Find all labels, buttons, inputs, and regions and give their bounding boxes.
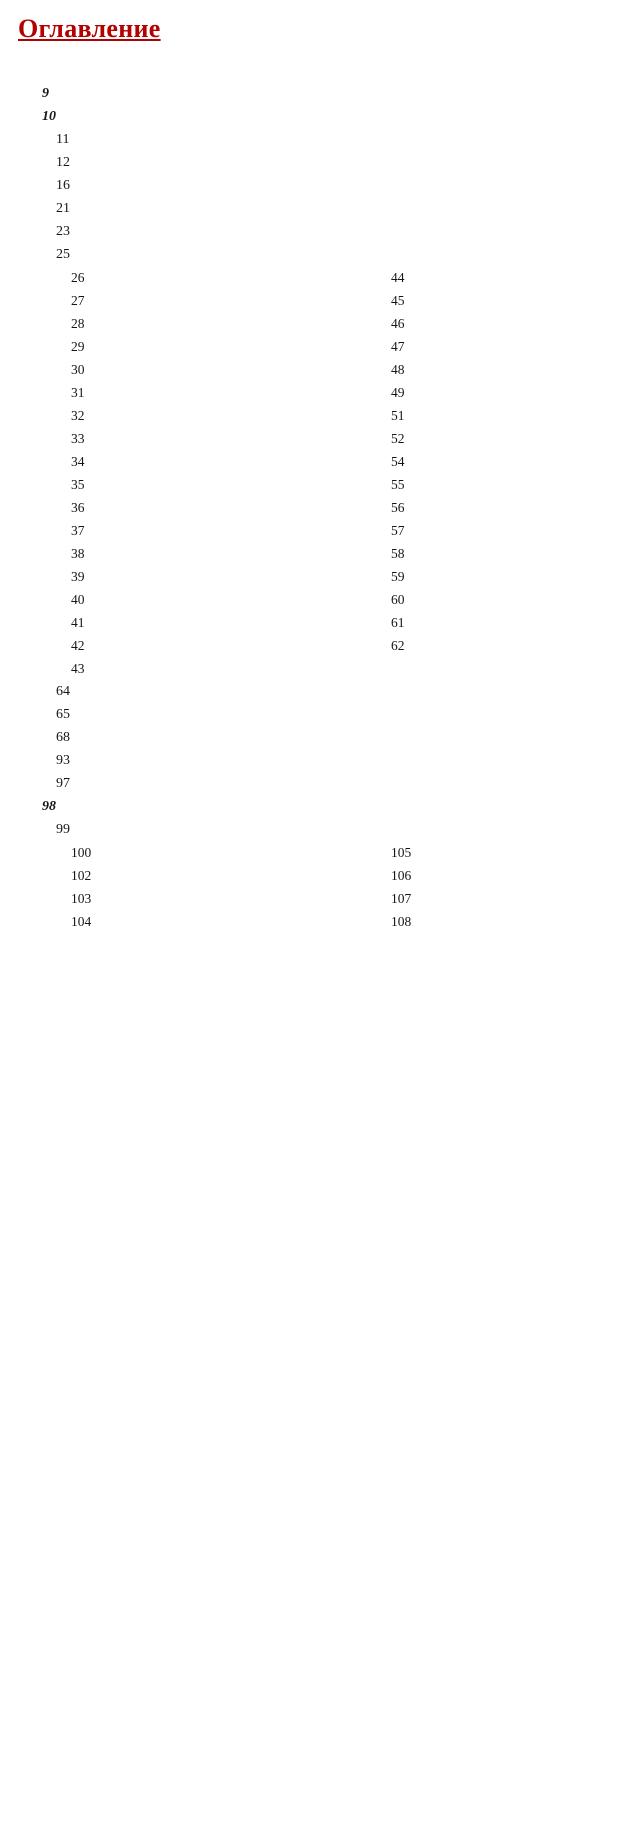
toc-entry[interactable] [367, 391, 613, 423]
toc-entry[interactable] [367, 368, 613, 400]
toc-entry[interactable] [367, 322, 613, 354]
toc-entry[interactable] [47, 851, 293, 883]
toc-entry[interactable] [367, 621, 613, 653]
toc-entry[interactable] [47, 276, 293, 308]
toc-entry-page-number: 51 [391, 408, 405, 423]
toc-entry[interactable] [47, 529, 293, 561]
toc-entry[interactable] [367, 414, 613, 446]
toc-entry-page-number: 57 [391, 523, 405, 538]
toc-entry-page-number: 59 [391, 569, 405, 584]
toc-entry-page-number: 56 [391, 500, 405, 515]
toc-column [47, 828, 293, 929]
toc-entry-page-number: 106 [391, 868, 412, 883]
toc-entry-page-number: 36 [71, 500, 85, 515]
toc-entry[interactable] [18, 713, 614, 745]
toc-entry-page-number: 58 [391, 546, 405, 561]
toc-entry[interactable] [367, 253, 613, 285]
toc-entry-page-number: 64 [56, 684, 70, 699]
toc-entry[interactable] [47, 322, 293, 354]
toc-entry-page-number: 31 [71, 385, 85, 400]
toc-entry[interactable] [18, 230, 614, 262]
toc-column [47, 253, 293, 676]
toc-entry-page-number: 98 [42, 799, 56, 814]
toc-entry-page-number: 26 [71, 270, 85, 285]
toc-entry[interactable] [18, 115, 614, 147]
toc-entry[interactable] [367, 345, 613, 377]
toc-entry-page-number: 102 [71, 868, 92, 883]
toc-entry[interactable] [367, 828, 613, 860]
toc-entry[interactable] [47, 644, 293, 676]
toc-entry-page-number: 9 [42, 86, 49, 101]
toc-entry[interactable] [18, 667, 614, 699]
toc-entry-page-number: 103 [71, 891, 92, 906]
page-title: Оглавление [18, 14, 161, 43]
toc-entry-page-number: 40 [71, 592, 85, 607]
toc-entry-page-number: 44 [391, 270, 405, 285]
toc-entry[interactable] [18, 207, 614, 239]
toc-entry-page-number: 27 [71, 293, 85, 308]
toc-entry[interactable] [367, 460, 613, 492]
toc-entry[interactable] [47, 391, 293, 423]
toc-entry-page-number: 105 [391, 845, 412, 860]
toc-entry[interactable] [18, 184, 614, 216]
toc-entry[interactable] [18, 782, 614, 814]
toc-entry[interactable] [367, 299, 613, 331]
toc-entry[interactable] [18, 759, 614, 791]
toc-entry[interactable] [367, 506, 613, 538]
toc-column [367, 828, 613, 929]
toc-entry[interactable] [367, 897, 613, 929]
toc-entry[interactable] [47, 575, 293, 607]
toc-entry-page-number: 46 [391, 316, 405, 331]
toc-entry[interactable] [18, 138, 614, 170]
toc-entry[interactable] [47, 552, 293, 584]
toc-entry[interactable] [47, 874, 293, 906]
toc-entry-page-number: 45 [391, 293, 405, 308]
toc-entry-page-number: 54 [391, 454, 405, 469]
toc-entry-page-number: 55 [391, 477, 405, 492]
toc-entry-page-number: 10 [42, 109, 56, 124]
toc-entry[interactable] [367, 575, 613, 607]
toc-entry-page-number: 49 [391, 385, 405, 400]
toc-entry[interactable] [367, 276, 613, 308]
toc-entry[interactable] [47, 828, 293, 860]
toc-entry-page-number: 60 [391, 592, 405, 607]
toc-entry-page-number: 16 [56, 178, 70, 193]
toc-entry-page-number: 43 [71, 661, 85, 676]
toc-entry-page-number: 104 [71, 914, 92, 929]
toc-entry-page-number: 61 [391, 615, 405, 630]
toc-entry[interactable] [367, 529, 613, 561]
toc-entry-page-number: 39 [71, 569, 85, 584]
toc-entry-page-number: 29 [71, 339, 85, 354]
toc-entry-page-number: 30 [71, 362, 85, 377]
toc-entry-page-number: 21 [56, 201, 70, 216]
toc-entry[interactable] [47, 414, 293, 446]
toc-entry[interactable] [367, 874, 613, 906]
toc-entry-page-number: 11 [56, 132, 70, 147]
toc-entry-page-number: 65 [56, 707, 70, 722]
toc-entry[interactable] [47, 345, 293, 377]
toc-entry-page-number: 25 [56, 247, 70, 262]
toc-entry[interactable] [47, 368, 293, 400]
toc-entry[interactable] [47, 460, 293, 492]
toc-entry[interactable] [47, 483, 293, 515]
toc-entry-page-number: 42 [71, 638, 85, 653]
toc-entry-page-number: 47 [391, 339, 405, 354]
toc-entry[interactable] [18, 69, 614, 101]
toc-entry[interactable] [18, 690, 614, 722]
toc-entry-page-number: 34 [71, 454, 85, 469]
toc-entry[interactable] [18, 805, 614, 837]
toc-entry[interactable] [47, 506, 293, 538]
table-of-contents [18, 69, 614, 929]
toc-entry-page-number: 97 [56, 776, 70, 791]
toc-entry[interactable] [47, 621, 293, 653]
toc-entry-page-number: 35 [71, 477, 85, 492]
toc-entry-page-number: 38 [71, 546, 85, 561]
toc-entry-page-number: 68 [56, 730, 70, 745]
toc-two-column-block [18, 253, 614, 676]
toc-entry[interactable] [367, 483, 613, 515]
toc-entry[interactable] [18, 92, 614, 124]
toc-entry-page-number: 48 [391, 362, 405, 377]
toc-column [367, 253, 613, 667]
toc-entry-page-number: 41 [71, 615, 85, 630]
toc-entry[interactable] [367, 598, 613, 630]
toc-entry-page-number: 23 [56, 224, 70, 239]
toc-entry[interactable] [18, 161, 614, 193]
toc-entry[interactable] [47, 253, 293, 285]
toc-entry[interactable] [367, 437, 613, 469]
toc-entry-page-number: 32 [71, 408, 85, 423]
toc-entry-page-number: 107 [391, 891, 412, 906]
toc-entry-page-number: 93 [56, 753, 70, 768]
toc-entry-page-number: 52 [391, 431, 405, 446]
toc-entry[interactable] [367, 552, 613, 584]
toc-entry-page-number: 33 [71, 431, 85, 446]
toc-entry[interactable] [47, 897, 293, 929]
toc-entry[interactable] [18, 736, 614, 768]
toc-entry-page-number: 12 [56, 155, 70, 170]
toc-entry[interactable] [367, 851, 613, 883]
toc-entry-page-number: 99 [56, 822, 70, 837]
toc-entry-page-number: 37 [71, 523, 85, 538]
toc-entry-page-number: 108 [391, 914, 412, 929]
toc-entry-page-number: 62 [391, 638, 405, 653]
toc-two-column-block [18, 828, 614, 929]
toc-entry[interactable] [47, 598, 293, 630]
toc-entry-page-number: 28 [71, 316, 85, 331]
toc-entry-page-number: 100 [71, 845, 92, 860]
toc-entry[interactable] [47, 299, 293, 331]
toc-entry[interactable] [47, 437, 293, 469]
